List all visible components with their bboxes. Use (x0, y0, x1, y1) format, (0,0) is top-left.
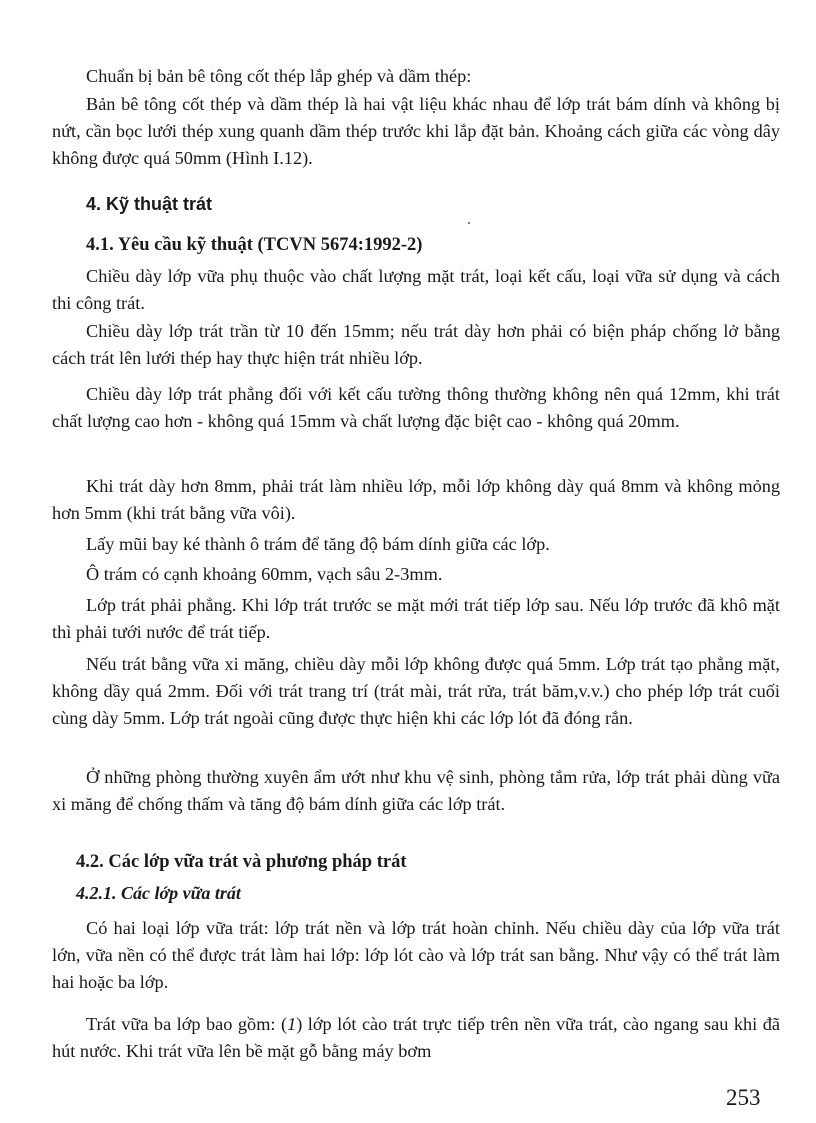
list-number: 1 (287, 1014, 297, 1034)
paragraph-three-layers (52, 1011, 780, 1065)
heading-section-4-2-1: 4.2.1. Các lớp vữa trát (76, 883, 241, 903)
paragraph-flat-thickness: Chiều dày lớp trát phẳng đối với kết cấu tường thông thường không nên quá 12mm, khi trát chất lượng cao hơn - không quá 15mm và chất lượng đặc biệt cao - không quá 20mm. (52, 384, 780, 431)
paragraph-diamond-score: Lấy mũi bay ké thành ô trám để tăng độ bám dính giữa các lớp. (86, 534, 550, 554)
paragraph-flat-layer: Lớp trát phải phẳng. Khi lớp trát trước se mặt mới trát tiếp lớp sau. Nếu lớp trước đã khô mặt thì phải tưới nước để trát tiếp. (52, 595, 780, 642)
paragraph-prep-slab: Chuẩn bị bản bê tông cốt thép lắp ghép và dầm thép: (86, 66, 472, 86)
paragraph-cement-mortar: Nếu trát bằng vữa xi măng, chiều dày mỗi lớp không được quá 5mm. Lớp trát tạo phẳng mặt, không dầy quá 2mm. Đối với trát trang trí (trát mài, trát rửa, trát băm,v.v.) cho phép lớp trát cuối cùng dày 5mm. Lớp trát ngoài cũng được thực hiện khi các lớp lót đã đóng rắn. (52, 654, 780, 728)
paragraph-ceiling-thickness: Chiều dày lớp trát trần từ 10 đến 15mm; nếu trát dày hơn phải có biện pháp chống lở bằng cách trát lên lưới thép hay thực hiện trát nhiều lớp. (52, 321, 780, 368)
paragraph-multi-layer: Khi trát dày hơn 8mm, phải trát làm nhiều lớp, mỗi lớp không dày quá 8mm và không mỏng hơn 5mm (khi trát bằng vữa vôi). (52, 476, 780, 523)
paragraph-layer-types: Có hai loại lớp vữa trát: lớp trát nền và lớp trát hoàn chỉnh. Nếu chiều dày của lớp vữa trát lớn, vữa nền có thể được trát làm hai lớp: lớp lót cào và lớp trát san bằng. Như vậy có thể trát làm hai hoặc ba lớp. (52, 918, 780, 992)
paragraph-three-layers-body: ) lớp lót cào trát trực tiếp trên nền vữa trát, cào ngang sau khi đã hút nước. Khi trát vữa lên bề mặt gỗ bằng máy bơm (52, 1014, 780, 1061)
scan-speck (468, 222, 470, 224)
heading-section-4-1: 4.1. Yêu cầu kỹ thuật (TCVN 5674:1992-2) (86, 235, 423, 255)
paragraph-three-layers-lead: Trát vữa ba lớp bao gồm: ( (86, 1014, 288, 1034)
paragraph-wet-rooms: Ở những phòng thường xuyên ẩm ướt như khu vệ sinh, phòng tắm rửa, lớp trát phải dùng vữa xi măng để chống thấm và tăng độ bám dính giữa các lớp trát. (52, 767, 780, 814)
paragraph-diamond-size: Ô trám có cạnh khoảng 60mm, vạch sâu 2-3mm. (86, 564, 443, 584)
page-number: 253 (726, 1085, 761, 1110)
paragraph-mortar-thickness: Chiều dày lớp vữa phụ thuộc vào chất lượng mặt trát, loại kết cấu, loại vữa sử dụng và cách thi công trát. (52, 266, 780, 313)
heading-section-4: 4. Kỹ thuật trát (86, 194, 213, 214)
heading-section-4-2: 4.2. Các lớp vữa trát và phương pháp trát (76, 852, 407, 872)
paragraph-slab-beam: Bản bê tông cốt thép và dầm thép là hai vật liệu khác nhau để lớp trát bám dính và không bị nứt, cần bọc lưới thép xung quanh dầm thép trước khi lắp đặt bản. Khoảng cách giữa các vòng dây không được quá 50mm (Hình I.12). (52, 94, 780, 168)
